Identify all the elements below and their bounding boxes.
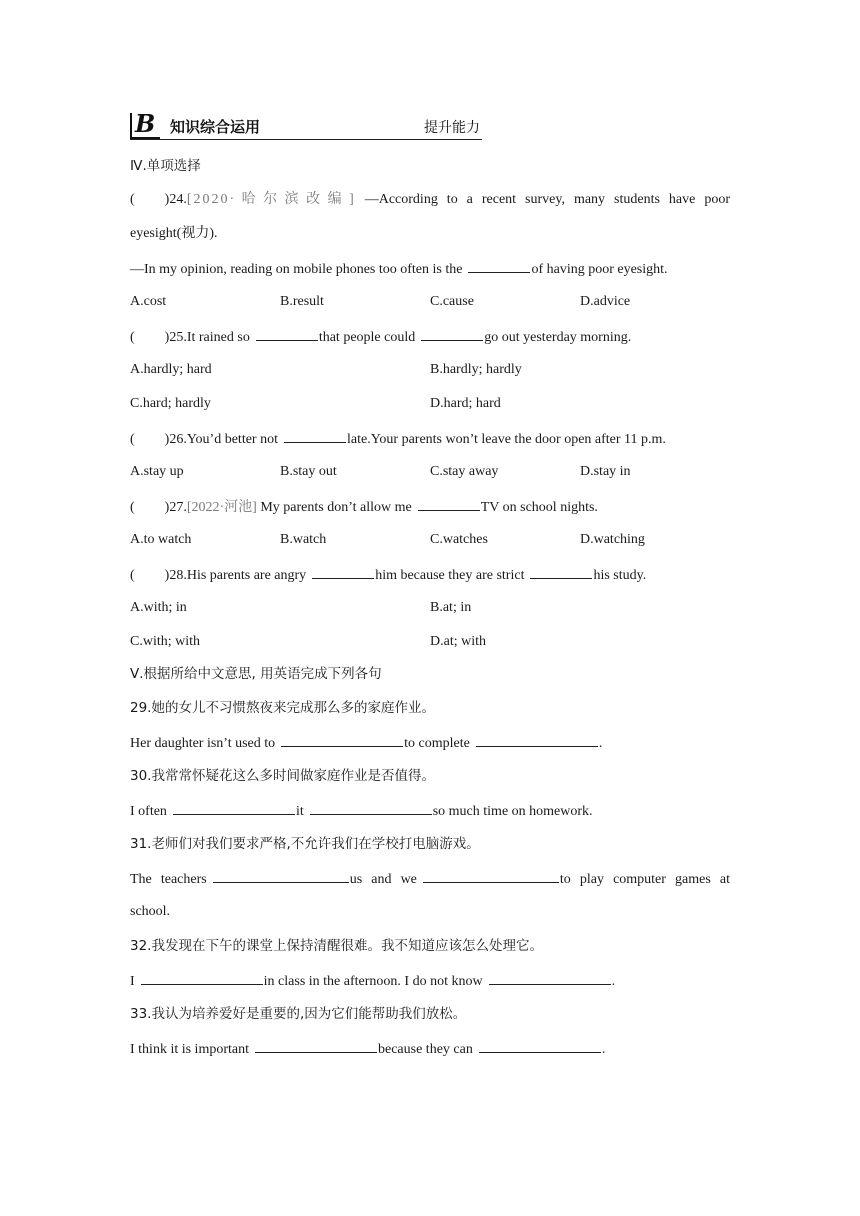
option-c[interactable]: C.watches xyxy=(430,532,488,547)
q24-blank[interactable] xyxy=(468,258,530,273)
answer-paren[interactable]: ( xyxy=(130,568,135,583)
option-a[interactable]: A.to watch xyxy=(130,532,192,547)
q25-blank-1[interactable] xyxy=(256,326,318,341)
item30-blank-1[interactable] xyxy=(173,800,295,815)
option-d[interactable]: D.watching xyxy=(580,532,645,547)
section-tag: 提升能力 xyxy=(424,120,480,136)
option-b[interactable]: B.hardly; hardly xyxy=(430,362,522,377)
q24-line3: —In my opinion, reading on mobile phones too often is the of having poor eyesight. xyxy=(130,258,730,280)
q27-blank[interactable] xyxy=(418,496,480,511)
q28-options-row1 xyxy=(130,598,730,618)
item29-blank-1[interactable] xyxy=(281,732,403,747)
q25-options-row2 xyxy=(130,394,730,414)
q28-blank-1[interactable] xyxy=(312,564,374,579)
option-a[interactable]: A.stay up xyxy=(130,464,184,479)
q24-line1: ( )24.[2020·哈尔滨改编] —According to a recent survey, many students have poor xyxy=(130,192,730,207)
answer-paren[interactable]: ( xyxy=(130,500,135,515)
q26-stem: ( )26.You’d better not late.Your parents won’t leave the door open after 11 p.m. xyxy=(130,428,730,450)
item31-english-cont: school. xyxy=(130,904,171,919)
item31-chinese: 31.老师们对我们要求严格,不允许我们在学校打电脑游戏。 xyxy=(130,836,480,852)
section-badge: B xyxy=(130,113,160,139)
option-c[interactable]: C.hard; hardly xyxy=(130,396,211,411)
item32-chinese: 32.我发现在下午的课堂上保持清醒很难。我不知道应该怎么处理它。 xyxy=(130,938,543,954)
q28-blank-2[interactable] xyxy=(530,564,592,579)
option-b[interactable]: B.result xyxy=(280,294,324,309)
option-d[interactable]: D.stay in xyxy=(580,464,631,479)
item33-blank-1[interactable] xyxy=(255,1038,377,1053)
item32-blank-2[interactable] xyxy=(489,970,611,985)
option-d[interactable]: D.at; with xyxy=(430,634,486,649)
item29-chinese: 29.她的女儿不习惯熬夜来完成那么多的家庭作业。 xyxy=(130,700,435,716)
option-b[interactable]: B.watch xyxy=(280,532,327,547)
q28-options-row2 xyxy=(130,632,730,652)
section-title: 知识综合运用 xyxy=(170,118,261,136)
item33-english: I think it is important because they can . xyxy=(130,1038,730,1060)
q27-source: [2022·河池] xyxy=(186,500,257,515)
answer-paren[interactable]: ( xyxy=(130,432,135,447)
answer-paren[interactable]: ( xyxy=(130,192,135,207)
option-a[interactable]: A.with; in xyxy=(130,600,187,615)
part4-heading: Ⅳ.单项选择 xyxy=(130,158,201,174)
item33-chinese: 33.我认为培养爱好是重要的,因为它们能帮助我们放松。 xyxy=(130,1006,467,1022)
answer-paren[interactable]: ( xyxy=(130,330,135,345)
item29-english: Her daughter isn’t used to to complete . xyxy=(130,732,730,754)
q28-stem: ( )28.His parents are angry him because they are strict his study. xyxy=(130,564,730,586)
option-b[interactable]: B.at; in xyxy=(430,600,472,615)
q25-blank-2[interactable] xyxy=(421,326,483,341)
part5-heading: Ⅴ.根据所给中文意思, 用英语完成下列各句 xyxy=(130,666,382,682)
q25-options-row1 xyxy=(130,360,730,380)
q25-stem: ( )25.It rained so that people could go out yesterday morning. xyxy=(130,326,730,348)
option-d[interactable]: D.hard; hard xyxy=(430,396,501,411)
item32-blank-1[interactable] xyxy=(141,970,263,985)
item29-blank-2[interactable] xyxy=(476,732,598,747)
q26-options xyxy=(130,462,730,482)
option-c[interactable]: C.cause xyxy=(430,294,474,309)
item31-blank-1[interactable] xyxy=(213,868,349,883)
option-c[interactable]: C.with; with xyxy=(130,634,201,649)
q24-line2: eyesight(视力). xyxy=(130,226,218,241)
option-a[interactable]: A.hardly; hard xyxy=(130,362,212,377)
item32-english: I in class in the afternoon. I do not know . xyxy=(130,970,730,992)
option-c[interactable]: C.stay away xyxy=(430,464,499,479)
item31-blank-2[interactable] xyxy=(423,868,559,883)
item30-chinese: 30.我常常怀疑花这么多时间做家庭作业是否值得。 xyxy=(130,768,435,784)
item30-blank-2[interactable] xyxy=(310,800,432,815)
option-b[interactable]: B.stay out xyxy=(280,464,337,479)
option-d[interactable]: D.advice xyxy=(580,294,631,309)
q27-stem: ( )27.[2022·河池] My parents don’t allow me TV on school nights. xyxy=(130,496,730,518)
option-a[interactable]: A.cost xyxy=(130,294,167,309)
q24-options xyxy=(130,292,730,312)
q27-options xyxy=(130,530,730,550)
q24-source: [2020·哈尔滨改编] xyxy=(186,192,356,207)
item31-english: The teachers us and we to play computer games at xyxy=(130,868,730,890)
item33-blank-2[interactable] xyxy=(479,1038,601,1053)
item30-english: I often it so much time on homework. xyxy=(130,800,730,822)
q26-blank[interactable] xyxy=(284,428,346,443)
section-header xyxy=(130,111,482,140)
